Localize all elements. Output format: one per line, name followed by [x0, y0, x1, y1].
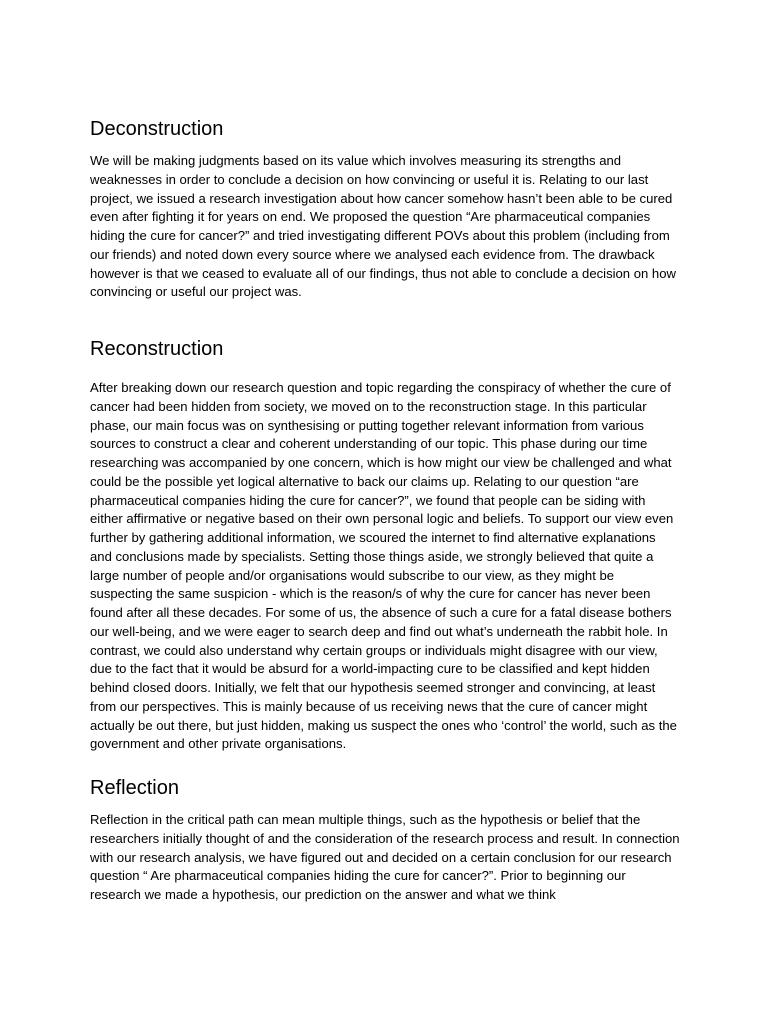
section-paragraph-deconstruction: We will be making judgments based on its value which involves measuring its strengths and weaknesses in order to conclude a decision on how convincing or useful it is. Relating to our last project, we issued a research investigation about how cancer somehow hasn’t been able to be cured even after fighting it for years on end. We proposed the question “Are pharmaceutical companies hiding the cure for cancer?” and tried investigating different POVs about this problem (including from our friends) and noted down every source where we analysed each evidence from. The drawback however is that we ceased to evaluate all of our findings, thus not able to conclude a decision on how convincing or useful our project was.: [90, 153, 676, 300]
section-paragraph-reconstruction: After breaking down our research question and topic regarding the conspiracy of whether the cure of cancer had been hidden from society, we moved on to the reconstruction stage. In this particular phase, our main focus was on synthesising or putting together relevant information from various sources to construct a clear and coherent understanding of our topic. This phase during our time researching was accompanied by one concern, which is how might our view be challenged and what could be the possible yet logical alternative to back our claims up. Relating to our question “are pharmaceutical companies hiding the cure for cancer?”, we found that people can be siding with either affirmative or negative based on their own personal logic and beliefs. To support our view even further by gathering additional information, we scoured the internet to find alternative explanations and conclusions made by specialists. Setting those things aside, we strongly believed that quite a large number of people and/or organisations would subscribe to our view, as they might be suspecting the same suspicion - which is the reason/s of why the cure for cancer has never been found after all these decades. For some of us, the absence of such a cure for a fatal disease bothers our well-being, and we were eager to search deep and find out what’s underneath the rabbit hole. In contrast, we could also understand why certain groups or individuals might disagree with our view, due to the fact that it would be absurd for a world-impacting cure to be classified and kept hidden behind closed doors. Initially, we felt that our hypothesis seemed stronger and convincing, at least from our perspectives. This is mainly because of us receiving news that the cure of cancer might actually be out there, but just hidden, making us suspect the ones who ‘control’ the world, such as the government and other private organisations.: [90, 380, 677, 752]
document-body: [90, 117, 680, 905]
section-heading-reconstruction: Reconstruction: [90, 338, 224, 360]
section-heading-deconstruction: Deconstruction: [90, 118, 224, 140]
section-paragraph-reflection: Reflection in the critical path can mean multiple things, such as the hypothesis or belief that the researchers initially thought of and the consideration of the research process and result. In connection with our research analysis, we have figured out and decided on a certain conclusion for our research question “ Are pharmaceutical companies hiding the cure for cancer?”. Prior to beginning our research we made a hypothesis, our prediction on the answer and what we think: [90, 812, 680, 902]
section-heading-reflection: Reflection: [90, 777, 179, 799]
